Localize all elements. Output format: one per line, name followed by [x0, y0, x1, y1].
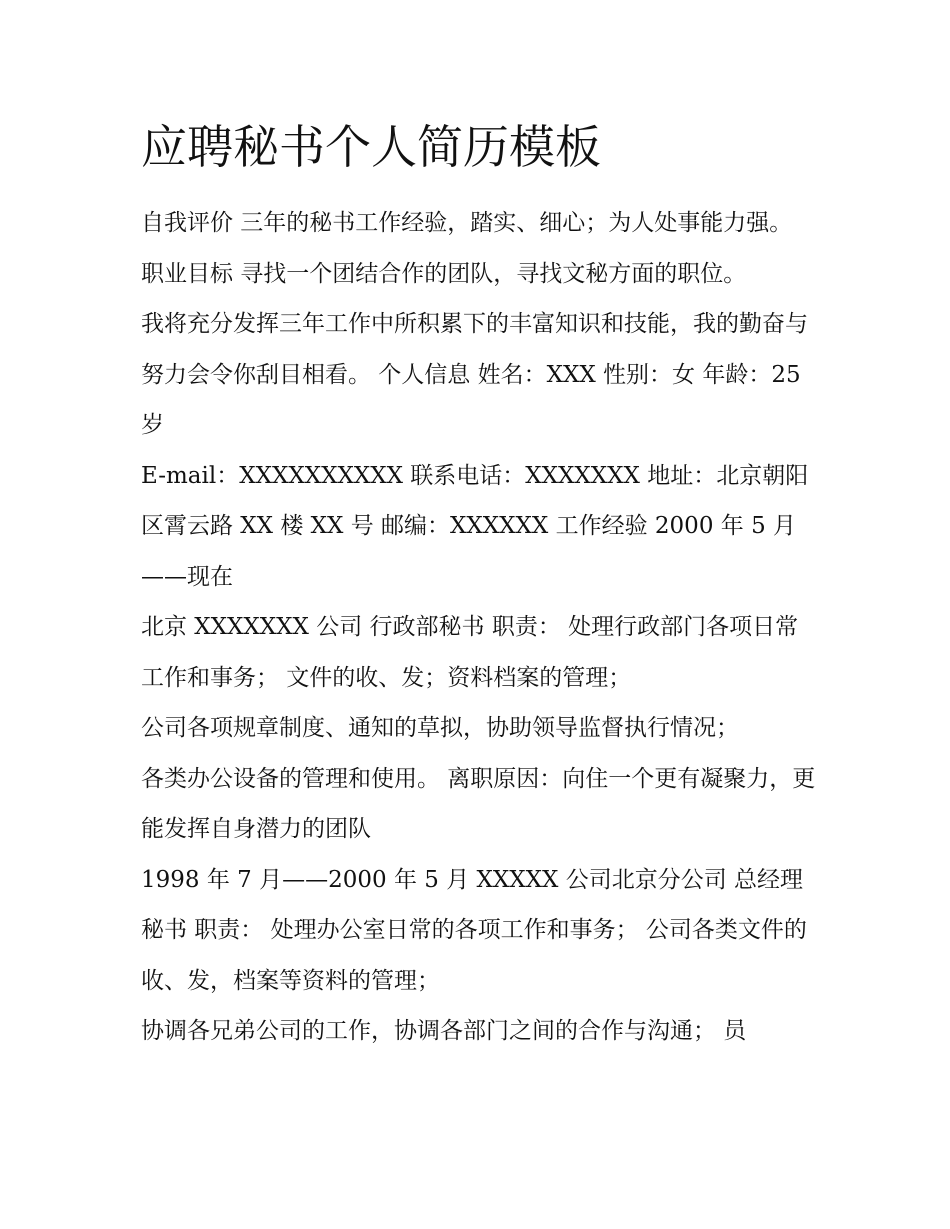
paragraph-personal-info: 我将充分发挥三年工作中所积累下的丰富知识和技能，我的勤奋与努力会令你刮目相看。 个人信息 姓名：XXX 性别：女 年龄：25 岁	[141, 311, 808, 438]
paragraph-self-evaluation: 自我评价 三年的秘书工作经验，踏实、细心；为人处事能力强。 职业目标 寻找一个团结合作的团队，寻找文秘方面的职位。	[141, 210, 793, 287]
paragraph-duty-rules: 公司各项规章制度、通知的草拟，协助领导监督执行情况；	[141, 715, 739, 741]
document-title: 应聘秘书个人简历模板	[141, 120, 601, 174]
paragraph-job-1998: 1998 年 7 月——2000 年 5 月 XXXXX 公司北京分公司 总经理秘书 职责： 处理办公室日常的各项工作和事务； 公司各类文件的收、发，档案等资料的管理；	[141, 866, 807, 994]
paragraph-duty-equipment: 各类办公设备的管理和使用。 离职原因：向住一个更有凝聚力，更能发挥自身潜力的团队	[141, 765, 816, 842]
document-body	[141, 198, 821, 1057]
paragraph-duty-coordination: 协调各兄弟公司的工作，协调各部门之间的合作与沟通； 员	[141, 1018, 747, 1044]
paragraph-job-beijing: 北京 XXXXXXX 公司 行政部秘书 职责： 处理行政部门各项日常工作和事务； 文件的收、发；资料档案的管理；	[141, 614, 799, 691]
paragraph-contact-info: E-mail：XXXXXXXXXX 联系电话：XXXXXXX 地址：北京朝阳区霄云路 XX 楼 XX 号 邮编：XXXXXX 工作经验 2000 年 5 月——现在	[141, 462, 809, 590]
